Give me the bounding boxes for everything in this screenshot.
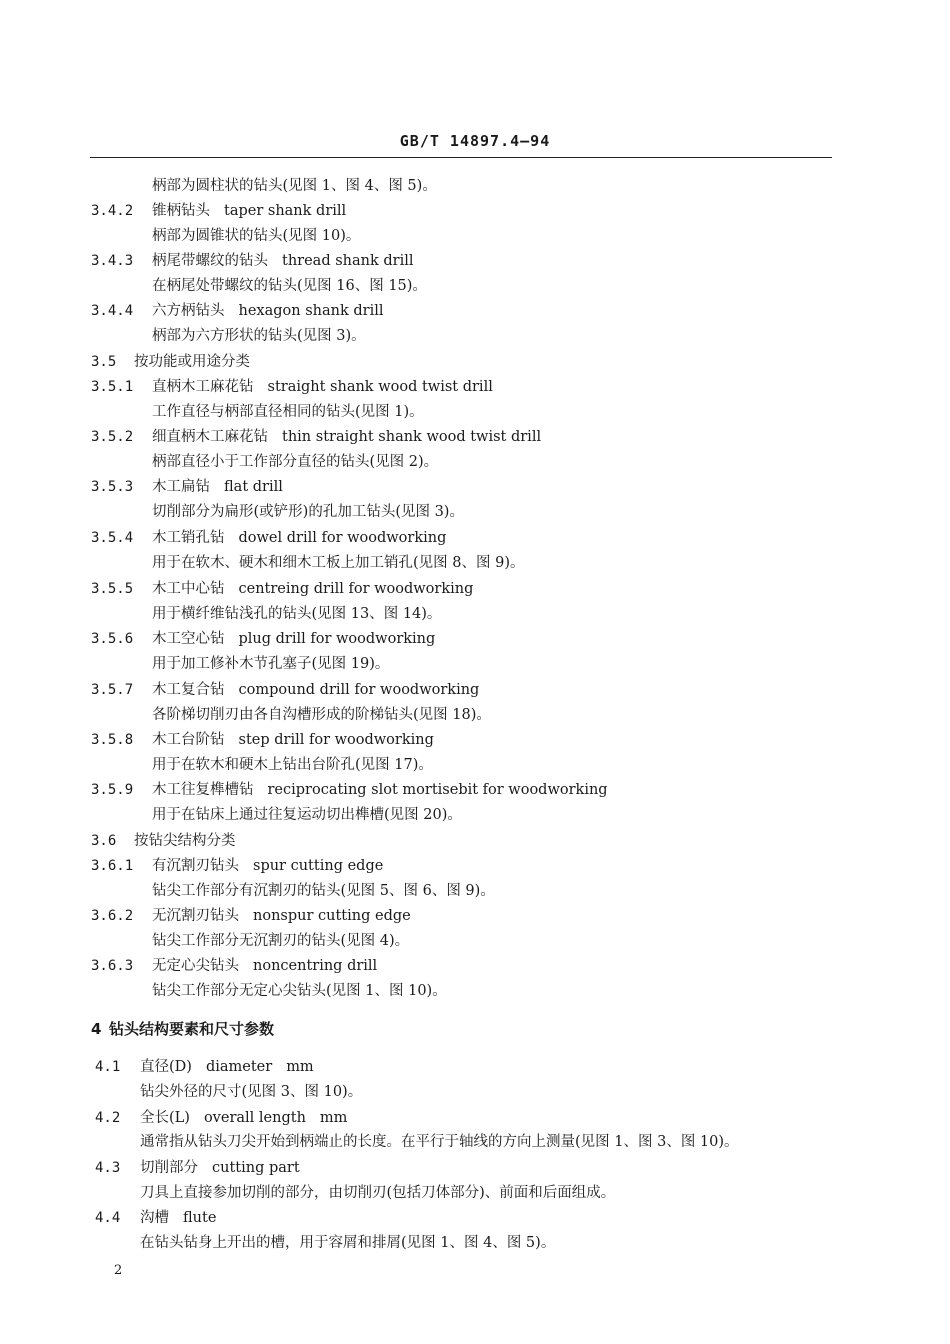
entry-term-line: [152, 428, 541, 446]
entry-description: 用于在软木、硬木和细木工板上加工销孔(见图 8、图 9)。: [152, 555, 525, 571]
entry-number: 3.6.1: [91, 858, 134, 874]
page-number: 2: [114, 1263, 123, 1278]
entry-description: 钻尖外径的尺寸(见图 3、图 10)。: [140, 1084, 363, 1100]
entry-number: 4.1: [95, 1059, 121, 1075]
entry-number: 4.4: [95, 1210, 121, 1226]
entry-number: 3.6.3: [91, 958, 134, 974]
entry-number: 3.5.1: [91, 379, 134, 395]
entry-term: 沟槽: [140, 1210, 169, 1226]
entry-english: flute: [183, 1210, 217, 1226]
header-divider: [90, 157, 832, 158]
entry-description: 柄部为圆锥状的钻头(见图 10)。: [152, 228, 361, 244]
entry-term-line: [152, 957, 377, 975]
section-title: 按功能或用途分类: [134, 354, 250, 370]
entry-term: 六方柄钻头: [152, 303, 225, 319]
entry-number: 3.4.2: [91, 203, 134, 219]
entry-english: thin straight shank wood twist drill: [282, 429, 542, 445]
entry-number: 3.5.7: [91, 682, 134, 698]
entry-term-line: [152, 252, 414, 270]
entry-number: 4.3: [95, 1160, 121, 1176]
entry-term: 无定心尖钻头: [152, 958, 239, 974]
entry-term-line: [140, 1109, 347, 1127]
entry-term: 木工台阶钻: [152, 732, 225, 748]
entry-term: 直柄木工麻花钻: [152, 379, 254, 395]
entry-unit: mm: [286, 1059, 314, 1075]
entry-description: 各阶梯切削刃由各自沟槽形成的阶梯钻头(见图 18)。: [152, 707, 491, 723]
entry-term-line: [140, 1209, 216, 1227]
entry-english: hexagon shank drill: [238, 303, 384, 319]
entry-description: 柄部为六方形状的钻头(见图 3)。: [152, 328, 366, 344]
entry-english: plug drill for woodworking: [238, 631, 436, 647]
entry-term: 无沉割刃钻头: [152, 908, 239, 924]
entry-description: 钻尖工作部分无定心尖钻头(见图 1、图 10)。: [152, 983, 447, 999]
entry-english: straight shank wood twist drill: [267, 379, 493, 395]
entry-term: 木工空心钻: [152, 631, 225, 647]
entry-term: 木工往复榫槽钻: [152, 782, 254, 798]
entry-english: nonspur cutting edge: [253, 908, 411, 924]
entry-english: compound drill for woodworking: [238, 682, 480, 698]
entry-term: 有沉割刃钻头: [152, 858, 239, 874]
entry-term-line: [152, 202, 346, 220]
entry-description: 用于横纤维钻浅孔的钻头(见图 13、图 14)。: [152, 606, 442, 622]
entry-description: 用于加工修补木节孔塞子(见图 19)。: [152, 656, 390, 672]
entry-english: flat drill: [224, 479, 283, 495]
entry-number: 3.4.4: [91, 303, 134, 319]
entry-english: overall length: [203, 1110, 306, 1126]
entry-english: step drill for woodworking: [238, 732, 434, 748]
entry-term-line: [152, 857, 383, 875]
entry-number: 3.4.3: [91, 253, 134, 269]
entry-term: 切削部分: [140, 1160, 198, 1176]
entry-number: 3.5.6: [91, 631, 134, 647]
entry-term: 木工扁钻: [152, 479, 210, 495]
entry-description: 在柄尾处带螺纹的钻头(见图 16、图 15)。: [152, 278, 427, 294]
entry-description: 钻尖工作部分无沉割刃的钻头(见图 4)。: [152, 933, 410, 949]
entry-term-line: [152, 580, 473, 598]
entry-number: 3.5.2: [91, 429, 134, 445]
entry-term-line: [152, 681, 479, 699]
section-number: 3.6: [91, 833, 117, 849]
entry-term-line: [152, 907, 411, 925]
entry-term: 细直柄木工麻花钻: [152, 429, 268, 445]
entry-number: 3.5.3: [91, 479, 134, 495]
entry-number: 3.6.2: [91, 908, 134, 924]
entry-term: 柄尾带螺纹的钻头: [152, 253, 268, 269]
entry-english: dowel drill for woodworking: [238, 530, 447, 546]
entry-description: 工作直径与柄部直径相同的钻头(见图 1)。: [152, 404, 424, 420]
entry-description: 用于在钻床上通过往复运动切出榫槽(见图 20)。: [152, 807, 462, 823]
entry-term-line: [152, 302, 384, 320]
entry-number: 3.5.5: [91, 581, 134, 597]
chapter-title: 钻头结构要素和尺寸参数: [109, 1020, 275, 1038]
entry-description: 刀具上直接参加切削的部分，由切削刃(包括刀体部分)、前面和后面组成。: [140, 1185, 616, 1201]
entry-english: diameter: [205, 1059, 273, 1075]
entry-term-line: [152, 781, 608, 799]
entry-term: 全长(L): [140, 1110, 190, 1126]
entry-term-line: [140, 1058, 314, 1076]
entry-term: 木工销孔钻: [152, 530, 225, 546]
entry-number: 3.5.9: [91, 782, 134, 798]
entry-english: spur cutting edge: [253, 858, 384, 874]
entry-unit: mm: [319, 1110, 348, 1126]
section-title: 按钻尖结构分类: [134, 833, 236, 849]
chapter-number: 4: [91, 1020, 102, 1038]
entry-description: 柄部直径小于工作部分直径的钻头(见图 2)。: [152, 454, 439, 470]
entry-term-line: [152, 378, 493, 396]
entry-description: 通常指从钻头刀尖开始到柄端止的长度。在平行于轴线的方向上测量(见图 1、图 3、图 10)。: [140, 1134, 739, 1150]
entry-description: 在钻头钻身上开出的槽，用于容屑和排屑(见图 1、图 4、图 5)。: [140, 1235, 556, 1251]
entry-description: 切削部分为扁形(或铲形)的孔加工钻头(见图 3)。: [152, 504, 464, 520]
entry-description: 钻尖工作部分有沉割刃的钻头(见图 5、图 6、图 9)。: [152, 883, 495, 899]
entry-term-line: [152, 478, 283, 496]
entry-term: 直径(D): [140, 1059, 192, 1075]
page-header-standard-code: GB/T 14897.4—94: [399, 132, 551, 150]
entry-term-line: [152, 731, 434, 749]
entry-term: 木工复合钻: [152, 682, 225, 698]
entry-term-line: [140, 1159, 300, 1177]
entry-english: taper shank drill: [224, 203, 347, 219]
entry-english: noncentring drill: [253, 958, 378, 974]
entry-english: thread shank drill: [282, 253, 414, 269]
entry-term-line: [152, 630, 435, 648]
entry-english: reciprocating slot mortisebit for woodworking: [267, 782, 608, 798]
entry-term: 木工中心钻: [152, 581, 225, 597]
entry-description: 用于在软木和硬木上钻出台阶孔(见图 17)。: [152, 757, 433, 773]
entry-term-line: [152, 529, 446, 547]
section-number: 3.5: [91, 354, 117, 370]
entry-term: 锥柄钻头: [152, 203, 210, 219]
entry-english: centreing drill for woodworking: [238, 581, 474, 597]
entry-number: 4.2: [95, 1110, 121, 1126]
entry-english: cutting part: [212, 1160, 300, 1176]
entry-description: 柄部为圆柱状的钻头(见图 1、图 4、图 5)。: [152, 178, 437, 194]
entry-number: 3.5.8: [91, 732, 134, 748]
entry-number: 3.5.4: [91, 530, 134, 546]
